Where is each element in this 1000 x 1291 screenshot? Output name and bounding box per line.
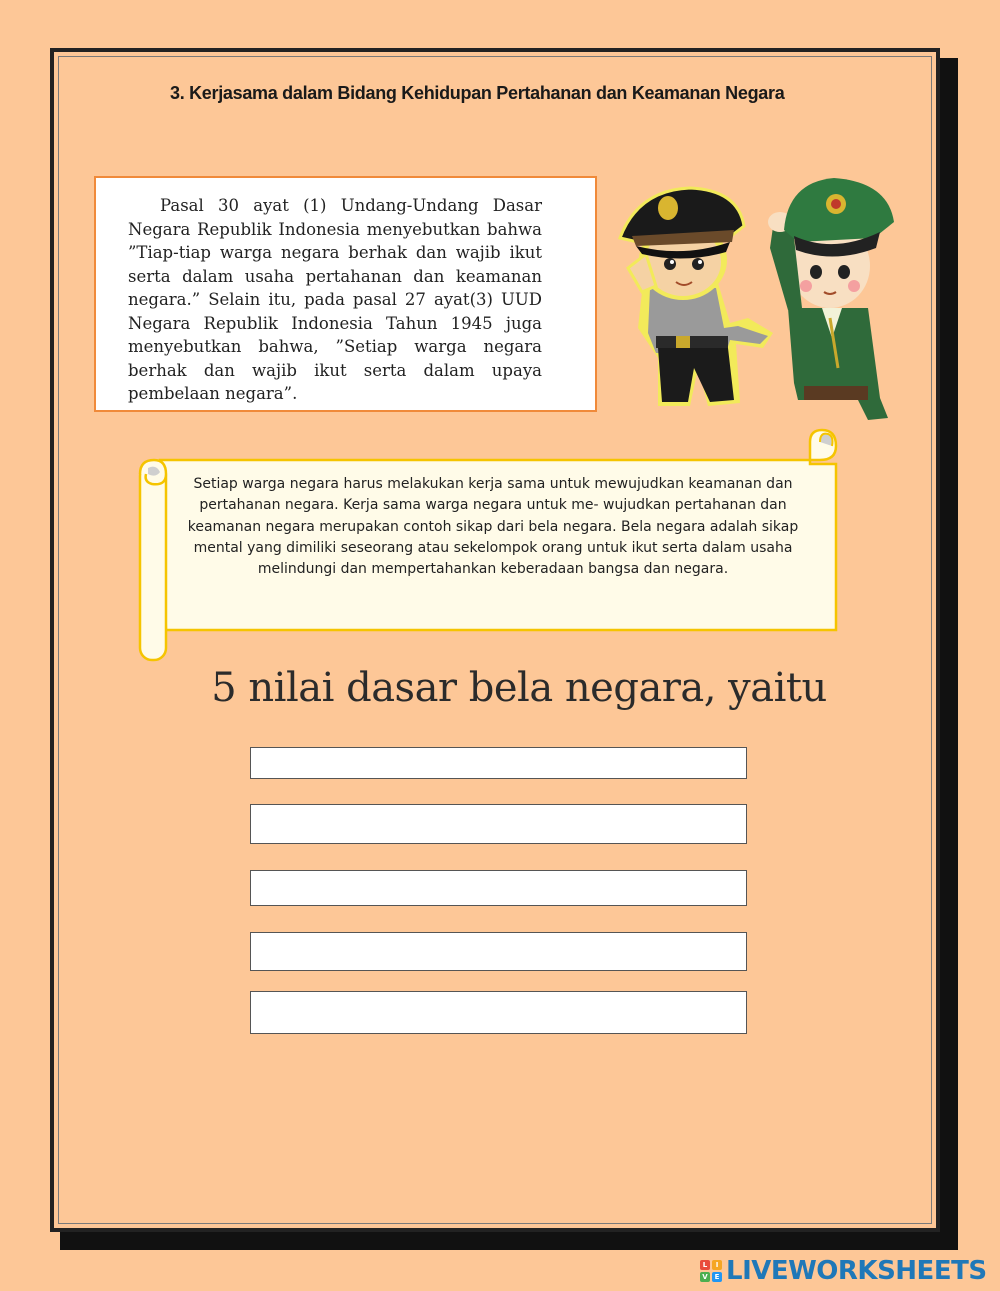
values-title: 5 nilai dasar bela negara, yaitu (211, 665, 827, 711)
answer-field-5[interactable] (250, 991, 747, 1034)
law-quote-text: Pasal 30 ayat (1) Undang-Undang Dasar Negara Republik Indonesia menyebutkan bahwa ”Tiap-tiap warga negara berhak dan wajib ikut serta dalam usaha pertahanan dan keamanan negara.” Selain itu, pada pasal 27 ayat(3) UUD Negara Republik Indonesia Tahun 1945 juga menyebutkan bahwa, ”Setiap warga negara berhak dan wajib ikut serta dalam upaya pembelaan negara”. (128, 196, 542, 403)
logo-letter-e: E (712, 1272, 722, 1282)
police-soldier-illustration (598, 168, 898, 430)
liveworksheets-wordmark: LIVEWORKSHEETS (726, 1256, 987, 1286)
answer-field-4[interactable] (250, 932, 747, 971)
law-quote-box (94, 176, 597, 412)
answer-field-2[interactable] (250, 804, 747, 844)
liveworksheets-logo[interactable] (700, 1258, 987, 1284)
logo-letter-i: I (712, 1260, 722, 1270)
soldier-figure (768, 178, 894, 420)
liveworksheets-icon (700, 1260, 722, 1282)
section-heading: 3. Kerjasama dalam Bidang Kehidupan Pertahanan dan Keamanan Negara (170, 83, 785, 103)
logo-letter-v: V (700, 1272, 710, 1282)
answer-field-3[interactable] (250, 870, 747, 906)
scroll-banner-text: Setiap warga negara harus melakukan kerja sama untuk mewujudkan keamanan dan pertahanan negara. Kerja sama warga negara untuk me- wujudkan pertahanan dan keamanan negara merupakan contoh sikap dari bela negara. Bela negara adalah sikap mental yang dimiliki seseorang atau sekelompok orang untuk ikut serta dalam usaha melindungi dan mempertahankan keberadaan bangsa dan negara. (187, 476, 799, 578)
answer-field-1[interactable] (250, 747, 747, 779)
logo-letter-l: L (700, 1260, 710, 1270)
police-figure (620, 188, 773, 406)
